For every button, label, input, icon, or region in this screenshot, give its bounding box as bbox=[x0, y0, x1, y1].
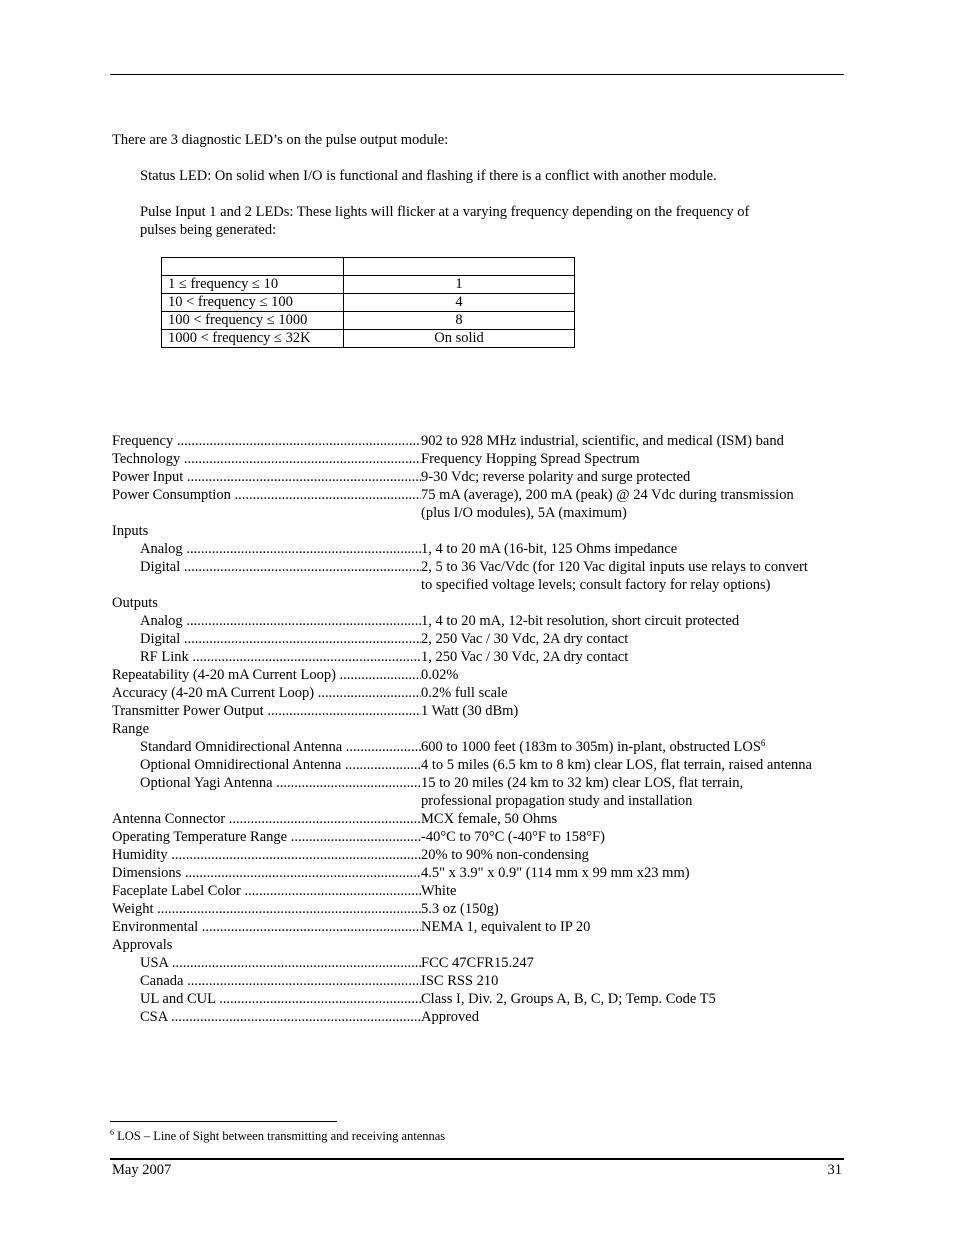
spec-label: Optional Omnidirectional Antenna ..... bbox=[140, 756, 421, 774]
table-row bbox=[162, 312, 575, 330]
spec-label: Power Input ..... bbox=[112, 468, 421, 486]
spec-heading: Approvals bbox=[112, 937, 173, 953]
spec-row-range-yagi bbox=[112, 774, 847, 810]
spec-row-ul-cul bbox=[112, 990, 847, 1008]
spec-value-continued: (plus I/O modules), 5A (maximum) bbox=[421, 505, 627, 521]
spec-value: Frequency Hopping Spread Spectrum bbox=[421, 451, 640, 467]
spec-row-faceplate-label-color bbox=[112, 882, 847, 900]
spec-row-dimensions bbox=[112, 864, 847, 882]
footnote-reference: 6 bbox=[760, 738, 766, 748]
table-header-row bbox=[162, 258, 575, 276]
spec-row-weight bbox=[112, 900, 847, 918]
footnote-text: LOS – Line of Sight between transmitting and receiving antennas bbox=[114, 1129, 446, 1143]
spec-label: UL and CUL ..... bbox=[140, 990, 421, 1008]
spec-row-outputs-analog bbox=[112, 612, 847, 630]
spec-row-antenna-connector bbox=[112, 810, 847, 828]
table-cell-flashes: 4 bbox=[344, 294, 575, 312]
spec-value: 0.2% full scale bbox=[421, 685, 508, 701]
spec-value: 1 Watt (30 dBm) bbox=[421, 703, 519, 719]
pulse-led-text-line1: Pulse Input 1 and 2 LEDs: These lights will flicker at a varying frequency depending on the frequency of bbox=[140, 204, 750, 220]
table-row bbox=[162, 294, 575, 312]
spec-value: 5.3 oz (150g) bbox=[421, 901, 499, 917]
spec-value: Approved bbox=[421, 1009, 479, 1025]
spec-value: 20% to 90% non-condensing bbox=[421, 847, 589, 863]
spec-row-humidity bbox=[112, 846, 847, 864]
spec-row-power-consumption bbox=[112, 486, 847, 522]
spec-label: Digital ..... bbox=[140, 630, 421, 648]
spec-value: 0.02% bbox=[421, 667, 459, 683]
spec-value: White bbox=[421, 883, 457, 899]
spec-heading-approvals bbox=[112, 936, 847, 954]
spec-row-repeatability bbox=[112, 666, 847, 684]
spec-row-technology bbox=[112, 450, 847, 468]
spec-label: Frequency ..... bbox=[112, 432, 421, 450]
spec-value: 1, 4 to 20 mA (16-bit, 125 Ohms impedance bbox=[421, 541, 678, 557]
spec-label: Antenna Connector ..... bbox=[112, 810, 421, 828]
spec-value: 9-30 Vdc; reverse polarity and surge protected bbox=[421, 469, 691, 485]
table-cell-flashes: On solid bbox=[344, 330, 575, 348]
spec-label: RF Link ..... bbox=[140, 648, 421, 666]
spec-heading: Outputs bbox=[112, 595, 158, 611]
spec-value: -40°C to 70°C (-40°F to 158°F) bbox=[421, 829, 605, 845]
spec-heading-inputs bbox=[112, 522, 847, 540]
footnote-number: 6 bbox=[110, 1128, 114, 1137]
spec-row-transmitter-power bbox=[112, 702, 847, 720]
spec-label: Weight ..... bbox=[112, 900, 421, 918]
table-cell-frequency: 100 < frequency ≤ 1000 bbox=[162, 312, 344, 330]
spec-label: Canada ..... bbox=[140, 972, 421, 990]
spec-row-rf-link bbox=[112, 648, 847, 666]
spec-label: Standard Omnidirectional Antenna ..... bbox=[140, 738, 421, 756]
spec-label: Analog ..... bbox=[140, 612, 421, 630]
spec-row-accuracy bbox=[112, 684, 847, 702]
table-cell-flashes: 1 bbox=[344, 276, 575, 294]
spec-label: Digital ..... bbox=[140, 558, 421, 576]
spec-row-power-input bbox=[112, 468, 847, 486]
spec-value: 15 to 20 miles (24 km to 32 km) clear LOS, flat terrain, bbox=[421, 775, 744, 791]
intro-text: There are 3 diagnostic LED’s on the pulse output module: bbox=[112, 132, 449, 148]
spec-label: Transmitter Power Output ..... bbox=[112, 702, 421, 720]
spec-label: Dimensions ..... bbox=[112, 864, 421, 882]
spec-row-environmental bbox=[112, 918, 847, 936]
table-header-cell bbox=[162, 258, 344, 276]
spec-value-continued: professional propagation study and installation bbox=[421, 793, 693, 809]
spec-value: 1, 4 to 20 mA, 12-bit resolution, short circuit protected bbox=[421, 613, 740, 629]
spec-value: 1, 250 Vac / 30 Vdc, 2A dry contact bbox=[421, 649, 629, 665]
page-number: 31 bbox=[827, 1162, 842, 1178]
table-row bbox=[162, 330, 575, 348]
spec-row-outputs-digital bbox=[112, 630, 847, 648]
spec-value-text: 600 to 1000 feet (183m to 305m) in-plant, obstructed LOS bbox=[421, 739, 761, 755]
spec-value: 902 to 928 MHz industrial, scientific, and medical (ISM) band bbox=[421, 433, 784, 449]
table-row bbox=[162, 276, 575, 294]
spec-value: 75 mA (average), 200 mA (peak) @ 24 Vdc during transmission bbox=[421, 487, 794, 503]
spec-value: NEMA 1, equivalent to IP 20 bbox=[421, 919, 591, 935]
spec-value: ISC RSS 210 bbox=[421, 973, 499, 989]
spec-label: Accuracy (4-20 mA Current Loop) ..... bbox=[112, 684, 421, 702]
spec-heading: Inputs bbox=[112, 523, 149, 539]
table-header-cell bbox=[344, 258, 575, 276]
spec-value: 4 to 5 miles (6.5 km to 8 km) clear LOS, flat terrain, raised antenna bbox=[421, 757, 812, 773]
spec-label: USA ..... bbox=[140, 954, 421, 972]
spec-label: Power Consumption ..... bbox=[112, 486, 421, 504]
spec-row-inputs-digital bbox=[112, 558, 847, 594]
spec-heading: Range bbox=[112, 721, 150, 737]
spec-value bbox=[421, 738, 847, 756]
spec-row-frequency bbox=[112, 432, 847, 450]
table-cell-frequency: 1000 < frequency ≤ 32K bbox=[162, 330, 344, 348]
footer-rule bbox=[110, 1158, 844, 1160]
spec-row-inputs-analog bbox=[112, 540, 847, 558]
spec-row-canada bbox=[112, 972, 847, 990]
spec-label: Operating Temperature Range ..... bbox=[112, 828, 421, 846]
spec-value: 2, 5 to 36 Vac/Vdc (for 120 Vac digital inputs use relays to convert bbox=[421, 559, 808, 575]
spec-row-range-standard bbox=[112, 738, 847, 756]
spec-row-operating-temperature bbox=[112, 828, 847, 846]
spec-value: MCX female, 50 Ohms bbox=[421, 811, 558, 827]
spec-label: Repeatability (4-20 mA Current Loop) ..... bbox=[112, 666, 421, 684]
pulse-led-text-line2: pulses being generated: bbox=[140, 222, 277, 238]
spec-heading-range bbox=[112, 720, 847, 738]
spec-value-continued: to specified voltage levels; consult factory for relay options) bbox=[421, 577, 771, 593]
spec-label: Humidity ..... bbox=[112, 846, 421, 864]
spec-label: Faceplate Label Color ..... bbox=[112, 882, 421, 900]
frequency-led-table bbox=[161, 257, 575, 348]
spec-label: CSA ..... bbox=[140, 1008, 421, 1026]
spec-value: 2, 250 Vac / 30 Vdc, 2A dry contact bbox=[421, 631, 629, 647]
spec-value: 4.5" x 3.9" x 0.9" (114 mm x 99 mm x23 mm) bbox=[421, 865, 690, 881]
footer-date: May 2007 bbox=[112, 1162, 172, 1178]
spec-label: Optional Yagi Antenna ..... bbox=[140, 774, 421, 792]
table-cell-flashes: 8 bbox=[344, 312, 575, 330]
spec-value: Class I, Div. 2, Groups A, B, C, D; Temp. Code T5 bbox=[421, 991, 716, 1007]
spec-value: FCC 47CFR15.247 bbox=[421, 955, 534, 971]
spec-label: Technology ..... bbox=[112, 450, 421, 468]
status-led-text: Status LED: On solid when I/O is functional and flashing if there is a conflict with another module. bbox=[140, 168, 717, 184]
spec-label: Environmental ..... bbox=[112, 918, 421, 936]
footnote-separator bbox=[110, 1121, 337, 1122]
spec-row-range-optional-omni bbox=[112, 756, 847, 774]
footnote bbox=[110, 1128, 445, 1144]
table-cell-frequency: 10 < frequency ≤ 100 bbox=[162, 294, 344, 312]
table-cell-frequency: 1 ≤ frequency ≤ 10 bbox=[162, 276, 344, 294]
specifications-list bbox=[112, 432, 847, 1026]
spec-heading-outputs bbox=[112, 594, 847, 612]
header-rule bbox=[110, 74, 844, 75]
spec-row-csa bbox=[112, 1008, 847, 1026]
spec-label: Analog ..... bbox=[140, 540, 421, 558]
spec-row-usa bbox=[112, 954, 847, 972]
